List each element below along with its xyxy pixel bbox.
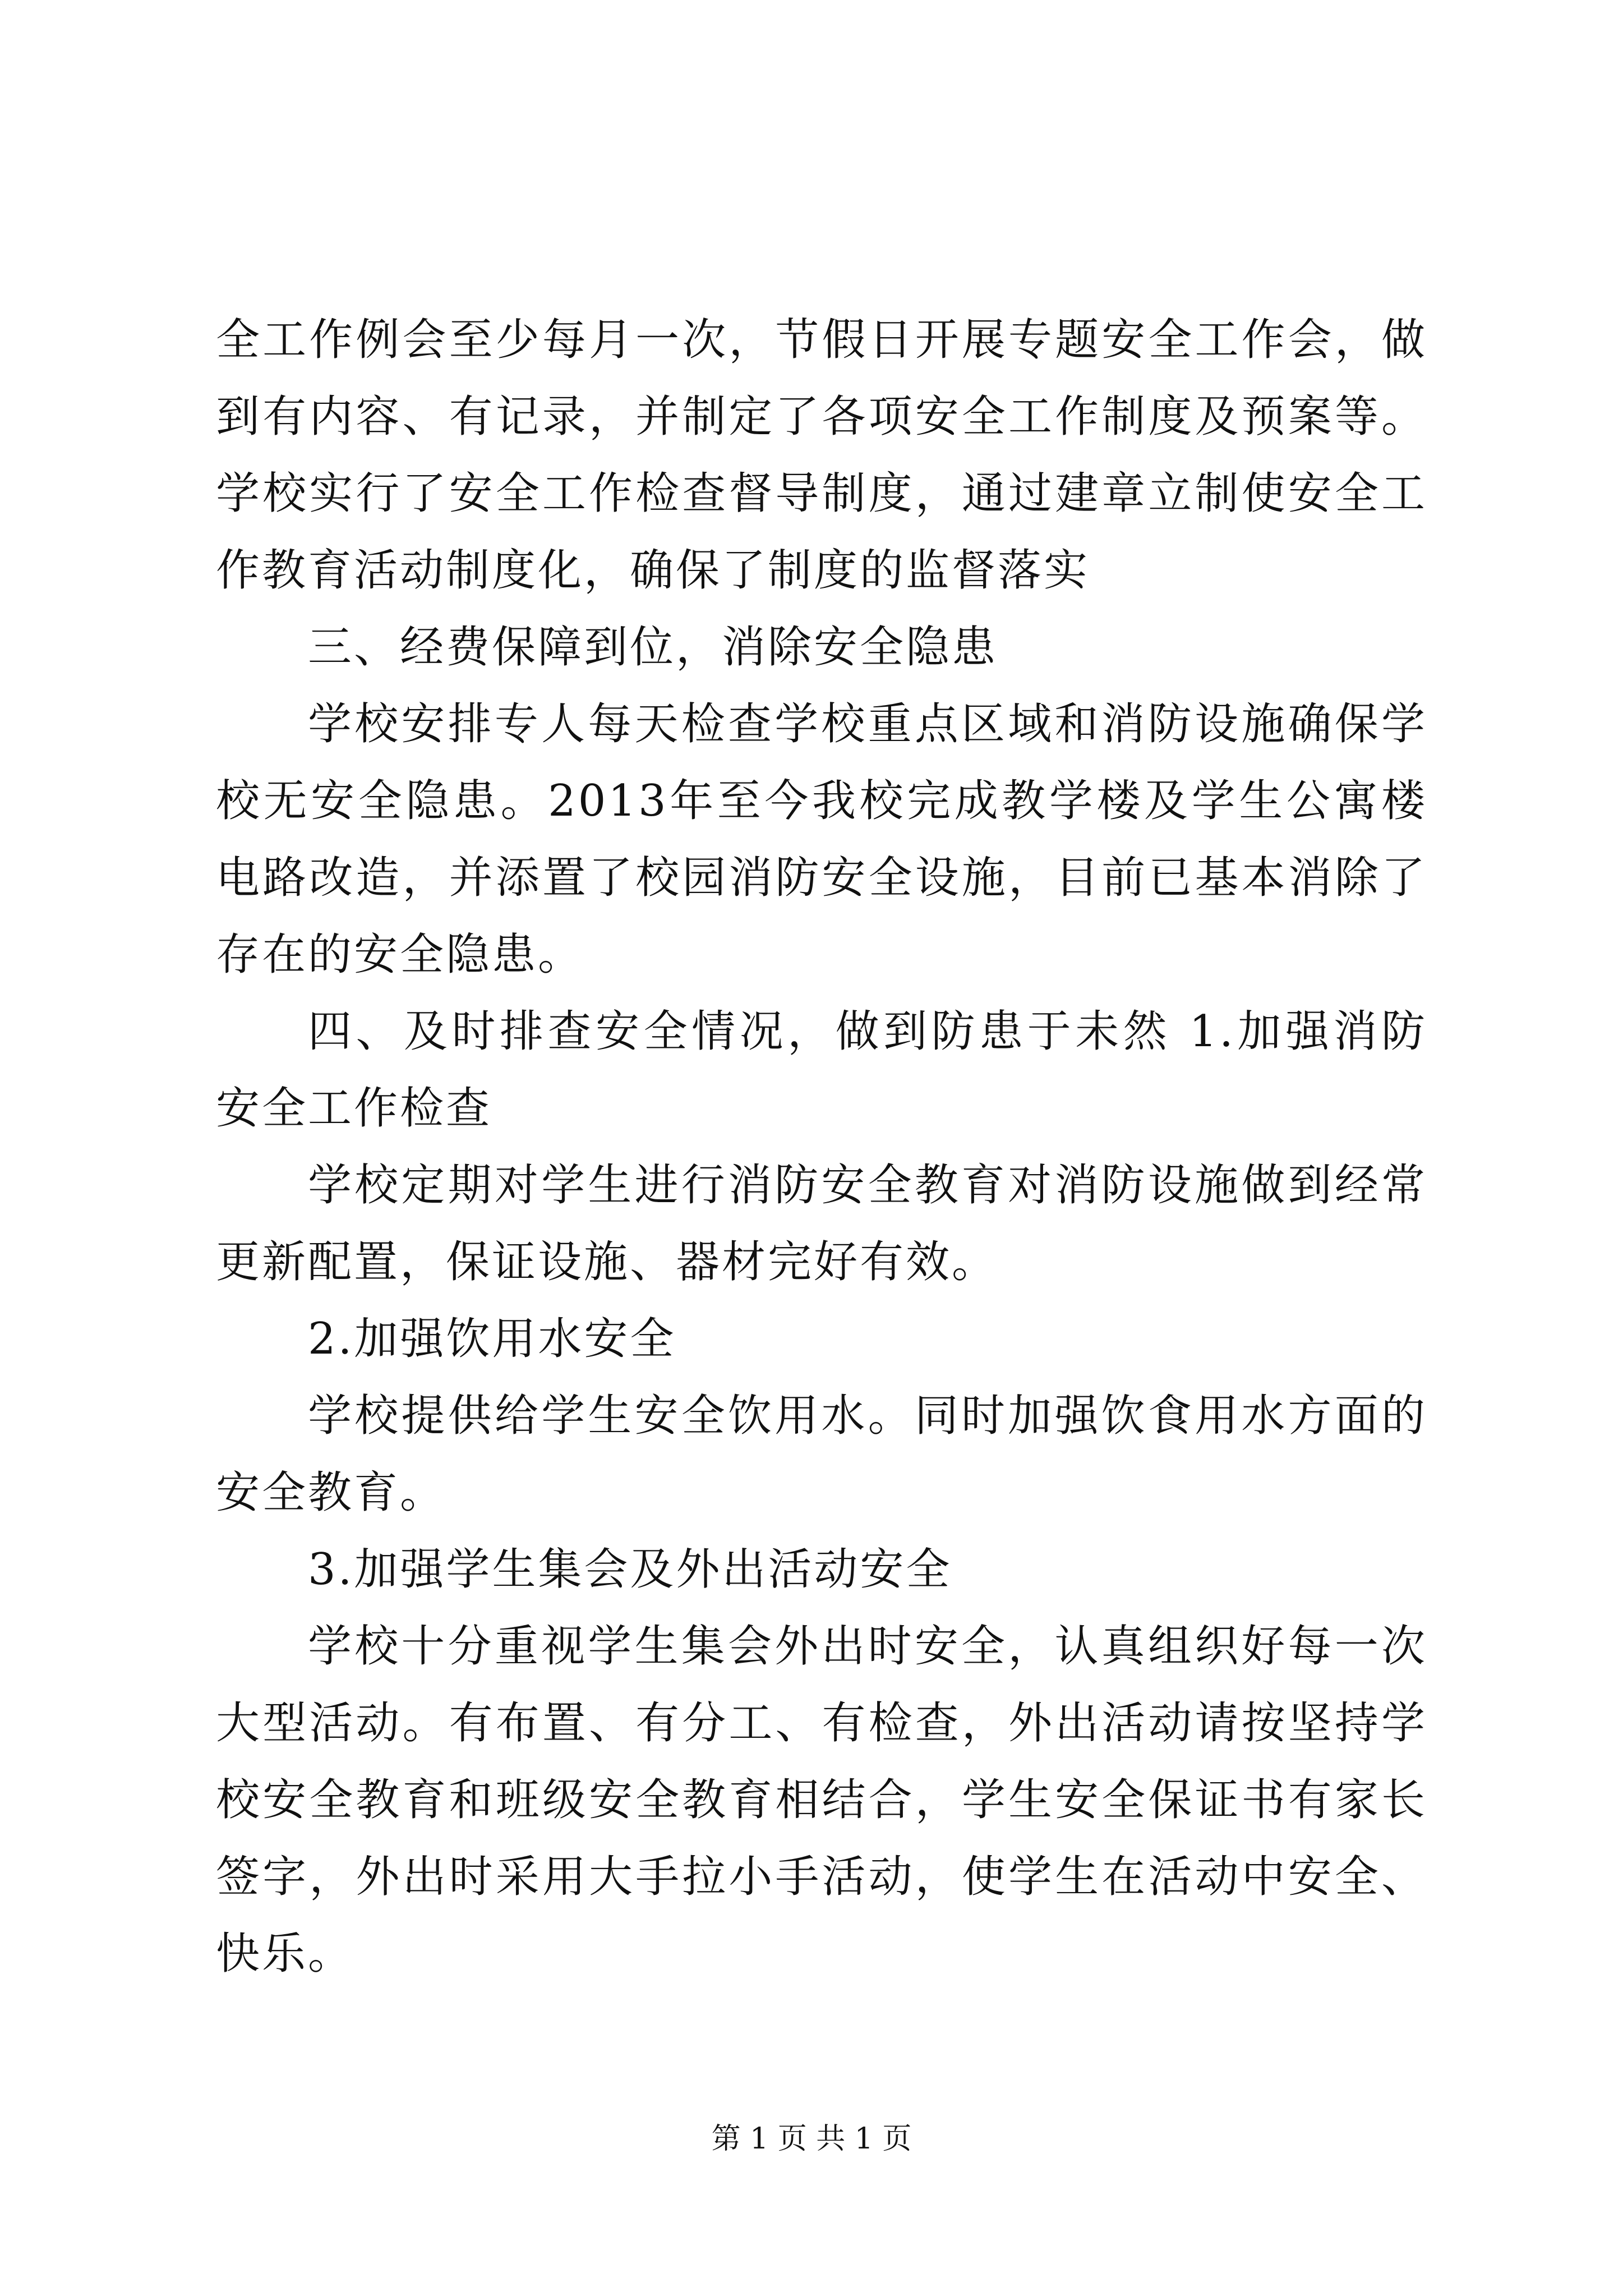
section-heading-3: 三、经费保障到位，消除安全隐患 bbox=[308, 622, 998, 673]
section-heading-4: 四、及时排查安全情况，做到防患于未然 1.加强消防安全工作检查 bbox=[216, 1006, 1427, 1134]
paragraph-9: 学校十分重视学生集会外出时安全，认真组织好每一次大型活动。有布置、有分工、有检查，外出活动请按坚持学校安全教育和班级安全教育相结合，学生安全保证书有家长签字，外出时采用大手拉小手活动，使学生在活动中安全、快乐。 bbox=[216, 1621, 1427, 1979]
paragraph-7: 学校提供给学生安全饮用水。同时加强饮食用水方面的安全教育。 bbox=[216, 1391, 1427, 1518]
paragraph-3: 学校安排专人每天检查学校重点区域和消防设施确保学校无安全隐患。2013年至今我校完成教学楼及学生公寓楼电路改造，并添置了校园消防安全设施，目前已基本消除了存在的安全隐患。 bbox=[216, 699, 1427, 980]
paragraph-1: 全工作例会至少每月一次，节假日开展专题安全工作会，做到有内容、有记录，并制定了各项安全工作制度及预案等。学校实行了安全工作检查督导制度，通过建章立制使安全工作教育活动制度化，确保了制度的监督落实 bbox=[216, 315, 1427, 596]
page-footer: 第 1 页 共 1 页 bbox=[711, 2122, 912, 2156]
document-body bbox=[216, 302, 1427, 1993]
subheading-2: 2.加强饮用水安全 bbox=[308, 1314, 676, 1364]
subheading-3: 3.加强学生集会及外出活动安全 bbox=[308, 1544, 952, 1595]
paragraph-5: 学校定期对学生进行消防安全教育对消防设施做到经常更新配置，保证设施、器材完好有效。 bbox=[216, 1160, 1427, 1287]
